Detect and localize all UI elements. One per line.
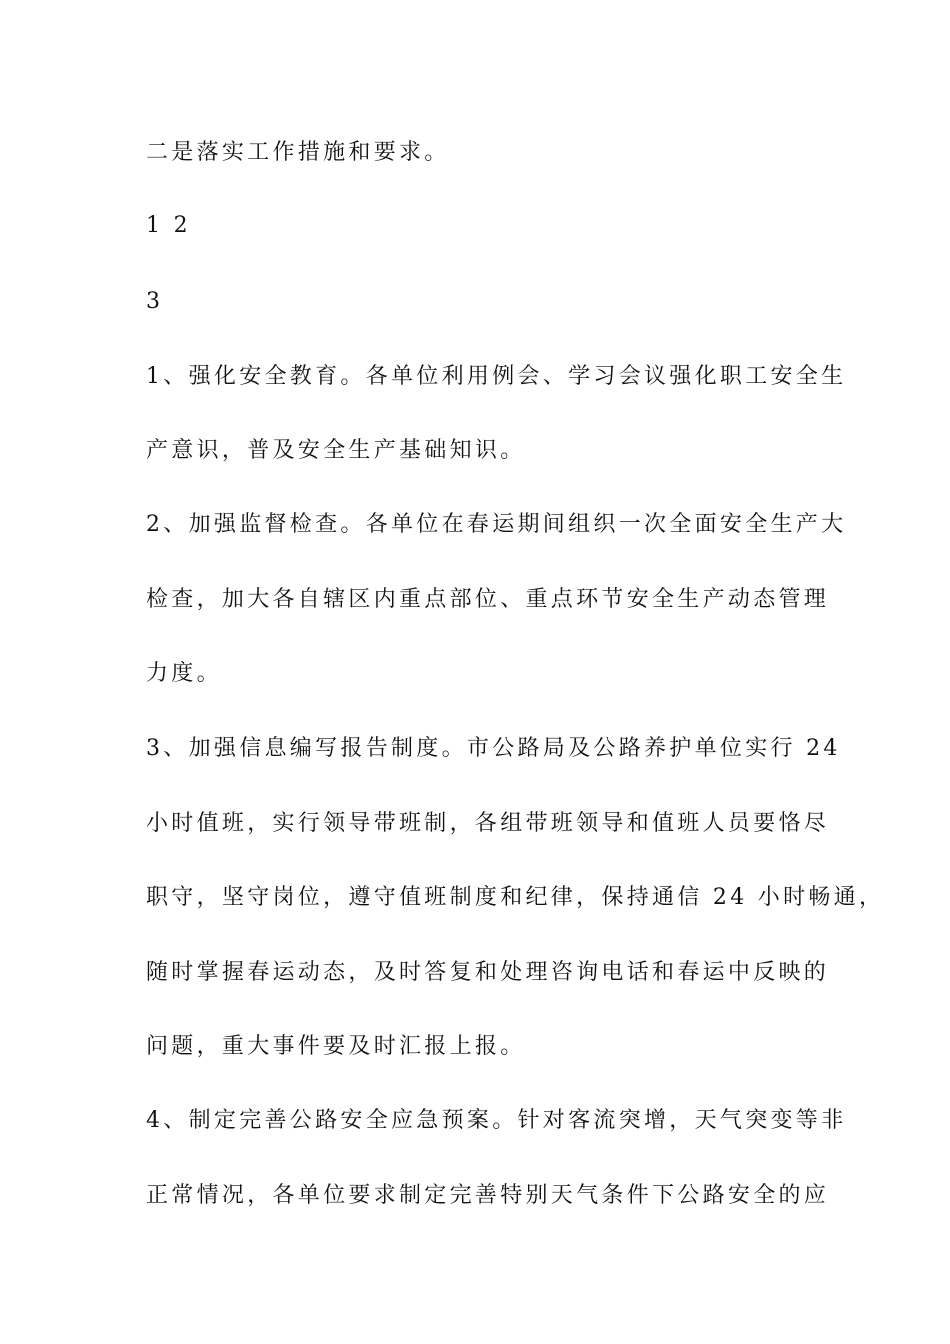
- item-1-line-1: 1、强化安全教育。各单位利用例会、学习会议强化职工安全生: [146, 364, 847, 389]
- page-number-markers: 1 2: [146, 213, 191, 238]
- item-3-line-3: 职守，坚守岗位，遵守值班制度和纪律，保持通信 24 小时畅通，: [146, 885, 885, 910]
- item-4-line-2: 正常情况，各单位要求制定完善特别天气条件下公路安全的应: [146, 1183, 830, 1208]
- item-3-line-1: 3、加强信息编写报告制度。市公路局及公路养护单位实行 24: [146, 736, 841, 761]
- item-1-line-2: 产意识，普及安全生产基础知识。: [146, 438, 526, 463]
- item-2-line-2: 检查，加大各自辖区内重点部位、重点环节安全生产动态管理: [146, 587, 830, 612]
- item-2-line-3: 力度。: [146, 661, 222, 686]
- item-4-line-1: 4、制定完善公路安全应急预案。针对客流突增，天气突变等非: [146, 1108, 847, 1133]
- item-3-line-2: 小时值班，实行领导带班制，各组带班领导和值班人员要恪尽: [146, 811, 830, 836]
- item-3-line-5: 问题，重大事件要及时汇报上报。: [146, 1034, 526, 1059]
- item-3-line-4: 随时掌握春运动态，及时答复和处理咨询电话和春运中反映的: [146, 960, 830, 985]
- item-2-line-1: 2、加强监督检查。各单位在春运期间组织一次全面安全生产大: [146, 512, 847, 537]
- section-heading: 二是落实工作措施和要求。: [146, 140, 450, 165]
- page-number-marker: 3: [146, 289, 164, 314]
